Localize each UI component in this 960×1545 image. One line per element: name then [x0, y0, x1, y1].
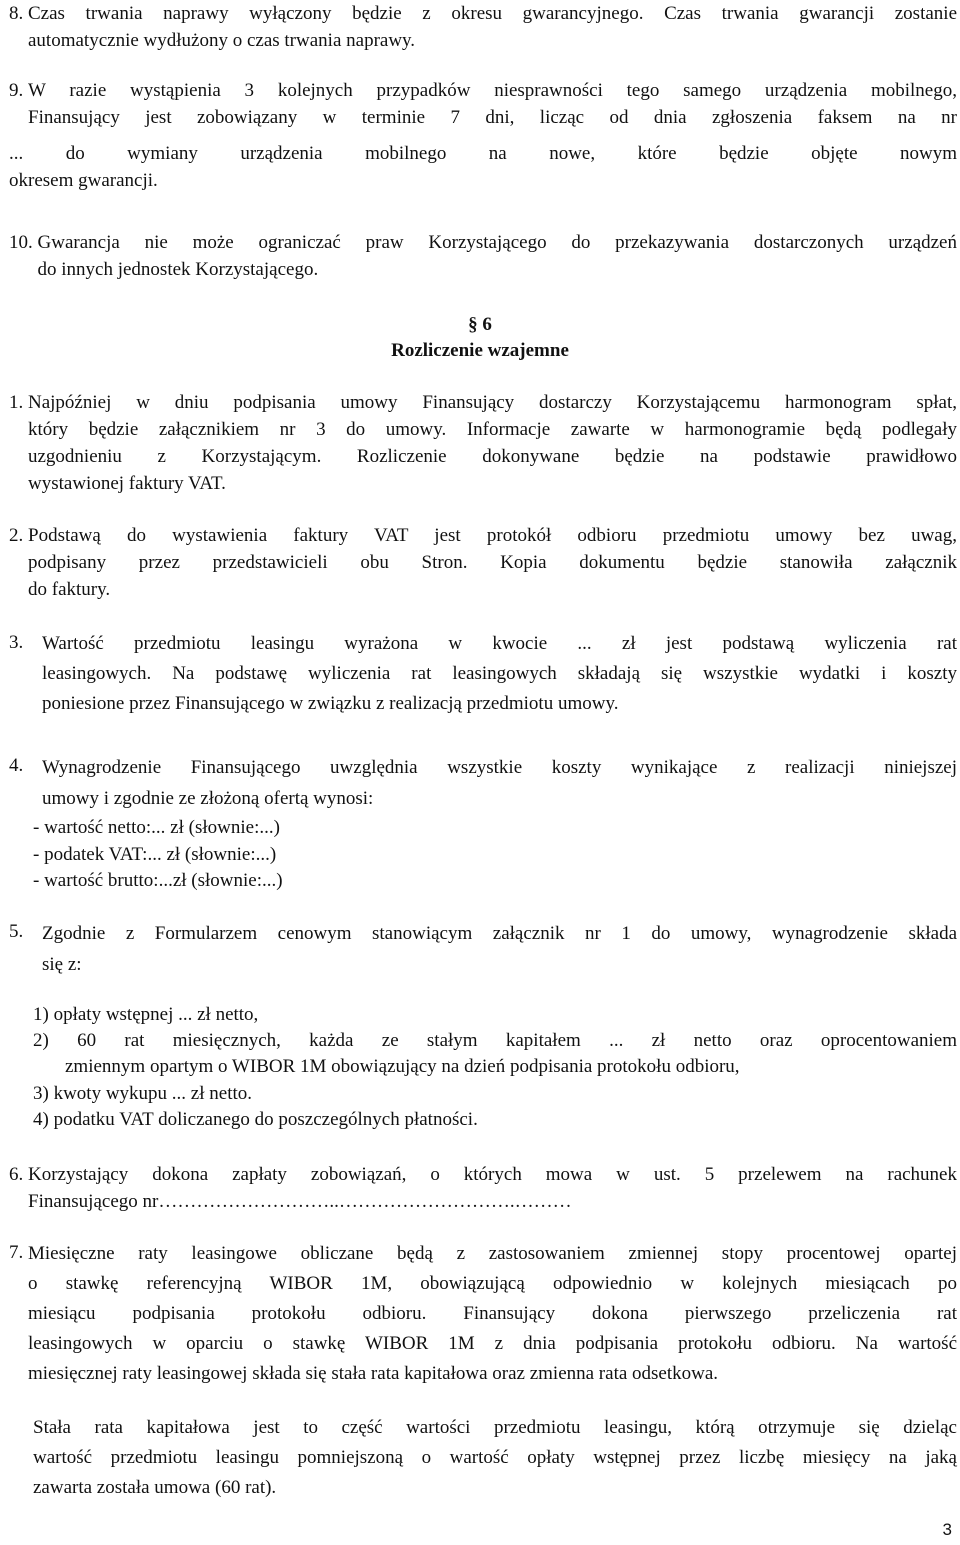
- component-2-cont: zmiennym opartym o WIBOR 1M obowiązujący na dzień podpisania protokołu odbioru,: [65, 1056, 740, 1077]
- page-number: 3: [942, 1520, 952, 1539]
- text-line: Najpóźniej w dniu podpisania umowy Finansujący dostarczy Korzystającemu harmonogram spłat,: [28, 392, 957, 413]
- item-text: [28, 0, 957, 54]
- text-line: Finansujący jest zobowiązany w terminie 7 dni, licząc od dnia zgłoszenia faksem na nr: [28, 107, 957, 128]
- text-line: się z:: [42, 954, 82, 975]
- point-6: [9, 1161, 957, 1215]
- section-symbol: § 6: [468, 314, 492, 335]
- point-number: 2.: [9, 525, 28, 546]
- point-text: [42, 629, 957, 719]
- point-number: 3.: [9, 632, 28, 653]
- text-line: uzgodnieniu z Korzystającym. Rozliczenie dokonywane będzie na podstawie prawidłowo: [28, 446, 957, 467]
- point-7: [9, 1239, 957, 1389]
- text-line: o stawkę referencyjną WIBOR 1M, obowiązującą odpowiednio w kolejnych miesiącach po: [28, 1273, 957, 1294]
- point-number: 1.: [9, 392, 28, 413]
- text-line: który będzie załącznikiem nr 3 do umowy. Informacje zawarte w harmonogramie będą podlegały: [28, 419, 957, 440]
- amount-brutto-line: - wartość brutto:...zł (słownie:...): [33, 870, 283, 891]
- text-line: automatycznie wydłużony o czas trwania naprawy.: [28, 30, 416, 51]
- item-number: 8.: [9, 3, 28, 24]
- text-line: zawarta została umowa (60 rat).: [33, 1477, 277, 1498]
- point-text: [28, 1161, 957, 1215]
- section-title: Rozliczenie wzajemne: [391, 340, 569, 361]
- warranty-item-8: [9, 0, 957, 54]
- text-line: Gwarancja nie może ograniczać praw Korzystającego do przekazywania dostarczonych urządzeń: [37, 232, 957, 253]
- text-line: 2) 60 rat miesięcznych, każda ze stałym kapitałem ... zł netto oraz oprocentowaniem: [33, 1030, 957, 1051]
- component-2: [33, 1028, 957, 1054]
- warranty-item-9: [9, 77, 957, 131]
- text-line: do faktury.: [28, 579, 111, 600]
- point-number: 4.: [9, 755, 28, 776]
- point-text: [42, 918, 957, 980]
- component-1: 1) opłaty wstępnej ... zł netto,: [33, 1004, 259, 1025]
- amount-vat-line: - podatek VAT:... zł (słownie:...): [33, 844, 277, 865]
- point-7-extra: [33, 1413, 957, 1503]
- text-line: miesiącu podpisania protokołu odbioru. Finansujący dokona pierwszego przeliczenia rat: [28, 1303, 957, 1324]
- item-number: 10.: [9, 232, 38, 253]
- point-2: [9, 522, 957, 603]
- point-5: [9, 918, 957, 980]
- component-4: 4) podatku VAT doliczanego do poszczególnych płatności.: [33, 1109, 478, 1130]
- point-text: [28, 1239, 957, 1389]
- text-line: Korzystający dokona zapłaty zobowiązań, o których mowa w ust. 5 przelewem na rachunek: [28, 1164, 957, 1185]
- warranty-item-9-cont: [9, 140, 957, 194]
- point-number: 6.: [9, 1164, 28, 1185]
- item-text: [28, 77, 957, 131]
- warranty-item-10: [9, 229, 957, 283]
- text-line: miesięcznej raty leasingowej składa się stała rata kapitałowa oraz zmienna rata odsetkowa.: [28, 1363, 719, 1384]
- text-line: Zgodnie z Formularzem cenowym stanowiącym załącznik nr 1 do umowy, wynagrodzenie składa: [42, 923, 957, 944]
- text-line: leasingowych. Na podstawę wyliczenia rat leasingowych składają się wszystkie wydatki i koszty: [42, 663, 957, 684]
- text-line: podpisany przez przedstawicieli obu Stron. Kopia dokumentu będzie stanowiła załącznik: [28, 552, 957, 573]
- point-text: [42, 752, 957, 814]
- point-text: [28, 522, 957, 603]
- text-line: Miesięczne raty leasingowe obliczane będą z zastosowaniem zmiennej stopy procentowej opartej: [28, 1243, 957, 1264]
- point-text: [33, 1413, 957, 1503]
- text-line: wystawionej faktury VAT.: [28, 473, 226, 494]
- text-line: do innych jednostek Korzystającego.: [37, 259, 319, 280]
- text-line: okresem gwarancji.: [9, 170, 158, 191]
- point-1: [9, 389, 957, 497]
- text-line: ... do wymiany urządzenia mobilnego na nowe, które będzie objęte nowym: [9, 143, 957, 164]
- point-number: 7.: [9, 1242, 28, 1263]
- text-line: Wynagrodzenie Finansującego uwzględnia wszystkie koszty wynikające z realizacji niniejszej: [42, 757, 957, 778]
- text-line: Finansującego nr………………………..……………………….………: [28, 1191, 572, 1212]
- amount-netto-line: - wartość netto:... zł (słownie:...): [33, 817, 280, 838]
- text-line: Stała rata kapitałowa jest to część wartości przedmiotu leasingu, którą otrzymuje się dzieląc: [33, 1417, 957, 1438]
- component-3: 3) kwoty wykupu ... zł netto.: [33, 1083, 253, 1104]
- text-line: Czas trwania naprawy wyłączony będzie z okresu gwarancyjnego. Czas trwania gwarancji zostanie: [28, 3, 957, 24]
- text-line: umowy i zgodnie ze złożoną ofertą wynosi:: [42, 788, 374, 809]
- item-text: [9, 140, 957, 194]
- text-line: W razie wystąpienia 3 kolejnych przypadków niesprawności tego samego urządzenia mobilnego,: [28, 80, 957, 101]
- text-line: wartość przedmiotu leasingu pomniejszoną o wartość opłaty wstępnej przez liczbę miesięcy na jaką: [33, 1447, 957, 1468]
- item-number: 9.: [9, 80, 28, 101]
- text-line: Podstawą do wystawienia faktury VAT jest protokół odbioru przedmiotu umowy bez uwag,: [28, 525, 957, 546]
- text-line: Wartość przedmiotu leasingu wyrażona w kwocie ... zł jest podstawą wyliczenia rat: [42, 633, 957, 654]
- item-text: [38, 229, 958, 283]
- point-text: [28, 389, 957, 497]
- point-number: 5.: [9, 921, 28, 942]
- text-line: poniesione przez Finansującego w związku z realizacją przedmiotu umowy.: [42, 693, 619, 714]
- point-3: [9, 629, 957, 719]
- point-4: [9, 752, 957, 814]
- text-line: leasingowych w oparciu o stawkę WIBOR 1M z dnia podpisania protokołu odbioru. Na wartość: [28, 1333, 957, 1354]
